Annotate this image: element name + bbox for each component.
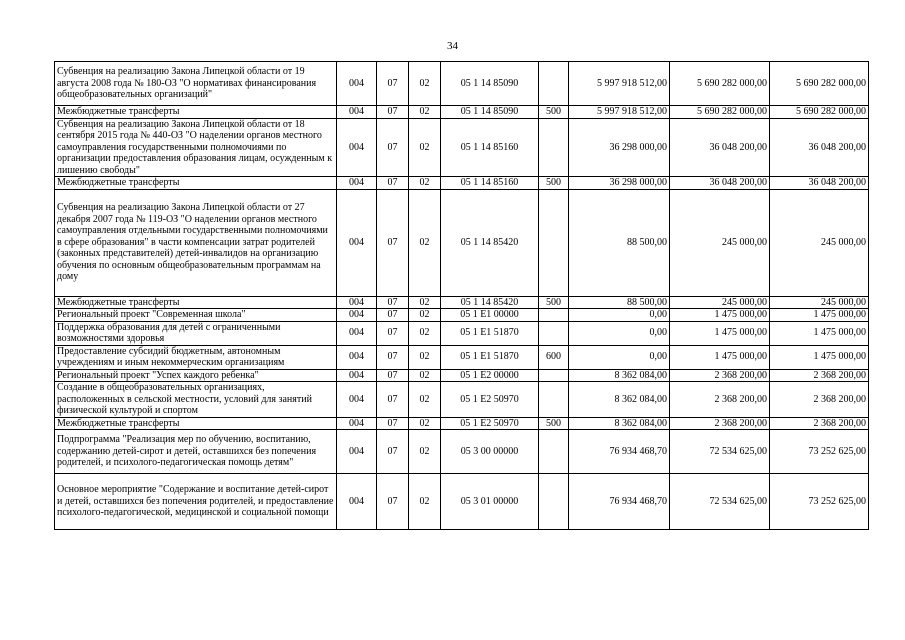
amount-year2-cell: 1 475 000,00	[670, 321, 770, 345]
amount-year2-cell: 245 000,00	[670, 189, 770, 296]
amount-year3-cell: 5 690 282 000,00	[770, 106, 869, 119]
row-name-cell: Поддержка образования для детей с ограниченными возможностями здоровья	[55, 321, 337, 345]
subsection-code-cell: 02	[409, 189, 441, 296]
table-row	[55, 296, 869, 309]
section-code-cell: 07	[377, 106, 409, 119]
target-article-cell: 05 1 14 85420	[441, 189, 539, 296]
section-code-cell: 07	[377, 309, 409, 322]
amount-year3-cell: 36 048 200,00	[770, 118, 869, 177]
amount-year2-cell: 2 368 200,00	[670, 417, 770, 430]
subsection-code-cell: 02	[409, 382, 441, 418]
target-article-cell: 05 3 00 00000	[441, 430, 539, 474]
expense-type-cell: 500	[539, 296, 569, 309]
amount-year1-cell: 5 997 918 512,00	[569, 62, 670, 106]
target-article-cell: 05 1 14 85160	[441, 177, 539, 190]
expense-type-cell: 500	[539, 177, 569, 190]
ved-code-cell: 004	[337, 369, 377, 382]
amount-year2-cell: 1 475 000,00	[670, 345, 770, 369]
ved-code-cell: 004	[337, 474, 377, 530]
ved-code-cell: 004	[337, 62, 377, 106]
row-name-cell: Межбюджетные трансферты	[55, 106, 337, 119]
amount-year3-cell: 245 000,00	[770, 296, 869, 309]
ved-code-cell: 004	[337, 177, 377, 190]
amount-year3-cell: 2 368 200,00	[770, 417, 869, 430]
expense-type-cell: 600	[539, 345, 569, 369]
table-row	[55, 118, 869, 177]
section-code-cell: 07	[377, 177, 409, 190]
row-name-cell: Межбюджетные трансферты	[55, 296, 337, 309]
amount-year1-cell: 76 934 468,70	[569, 430, 670, 474]
target-article-cell: 05 1 E2 00000	[441, 369, 539, 382]
target-article-cell: 05 1 14 85090	[441, 106, 539, 119]
row-name-cell: Субвенция на реализацию Закона Липецкой области от 18 сентября 2015 года № 440-ОЗ "О наделении органов местного самоуправления государственными полномочиями по организации предоставления образования лицам, осужденным к лишению свободы"	[55, 118, 337, 177]
expense-type-cell	[539, 118, 569, 177]
expense-type-cell: 500	[539, 417, 569, 430]
row-name-cell: Создание в общеобразовательных организациях, расположенных в сельской местности, условий для занятий физической культурой и спортом	[55, 382, 337, 418]
ved-code-cell: 004	[337, 189, 377, 296]
section-code-cell: 07	[377, 345, 409, 369]
amount-year3-cell: 1 475 000,00	[770, 321, 869, 345]
row-name-cell: Межбюджетные трансферты	[55, 417, 337, 430]
table-row	[55, 417, 869, 430]
row-name-cell: Региональный проект "Современная школа"	[55, 309, 337, 322]
amount-year1-cell: 88 500,00	[569, 296, 670, 309]
row-name-cell: Субвенция на реализацию Закона Липецкой области от 19 августа 2008 года № 180-ОЗ "О нормативах финансирования общеобразовательных организаций"	[55, 62, 337, 106]
amount-year3-cell: 1 475 000,00	[770, 309, 869, 322]
row-name-cell: Межбюджетные трансферты	[55, 177, 337, 190]
subsection-code-cell: 02	[409, 417, 441, 430]
amount-year3-cell: 36 048 200,00	[770, 177, 869, 190]
subsection-code-cell: 02	[409, 345, 441, 369]
amount-year1-cell: 88 500,00	[569, 189, 670, 296]
target-article-cell: 05 1 E1 00000	[441, 309, 539, 322]
subsection-code-cell: 02	[409, 369, 441, 382]
row-name-cell: Основное мероприятие "Содержание и воспитание детей-сирот и детей, оставшихся без попечения родителей, и предоставление психолого-педагогической, медицинской и социальной помощи	[55, 474, 337, 530]
expense-type-cell	[539, 189, 569, 296]
subsection-code-cell: 02	[409, 321, 441, 345]
subsection-code-cell: 02	[409, 430, 441, 474]
table-row	[55, 345, 869, 369]
table-row	[55, 62, 869, 106]
amount-year1-cell: 5 997 918 512,00	[569, 106, 670, 119]
row-name-cell: Региональный проект "Успех каждого ребенка"	[55, 369, 337, 382]
amount-year1-cell: 8 362 084,00	[569, 369, 670, 382]
ved-code-cell: 004	[337, 106, 377, 119]
ved-code-cell: 004	[337, 118, 377, 177]
table-body	[55, 62, 869, 530]
expense-type-cell	[539, 474, 569, 530]
expense-type-cell	[539, 321, 569, 345]
amount-year2-cell: 5 690 282 000,00	[670, 106, 770, 119]
table-row	[55, 106, 869, 119]
section-code-cell: 07	[377, 321, 409, 345]
target-article-cell: 05 1 14 85160	[441, 118, 539, 177]
amount-year3-cell: 1 475 000,00	[770, 345, 869, 369]
amount-year1-cell: 8 362 084,00	[569, 382, 670, 418]
row-name-cell: Субвенция на реализацию Закона Липецкой области от 27 декабря 2007 года № 119-ОЗ "О наделении органов местного самоуправления отдельными государственными полномочиями в сфере образования" в части компенсации затрат родителей (законных представителей) детей-инвалидов на организацию обучения по основным общеобразовательным программам на дому	[55, 189, 337, 296]
ved-code-cell: 004	[337, 430, 377, 474]
section-code-cell: 07	[377, 189, 409, 296]
amount-year3-cell: 73 252 625,00	[770, 430, 869, 474]
amount-year2-cell: 1 475 000,00	[670, 309, 770, 322]
section-code-cell: 07	[377, 118, 409, 177]
amount-year2-cell: 2 368 200,00	[670, 382, 770, 418]
amount-year1-cell: 36 298 000,00	[569, 118, 670, 177]
ved-code-cell: 004	[337, 309, 377, 322]
subsection-code-cell: 02	[409, 177, 441, 190]
amount-year3-cell: 2 368 200,00	[770, 369, 869, 382]
section-code-cell: 07	[377, 417, 409, 430]
ved-code-cell: 004	[337, 345, 377, 369]
amount-year2-cell: 2 368 200,00	[670, 369, 770, 382]
amount-year1-cell: 36 298 000,00	[569, 177, 670, 190]
row-name-cell: Предоставление субсидий бюджетным, автономным учреждениям и иным некоммерческим организациям	[55, 345, 337, 369]
amount-year2-cell: 245 000,00	[670, 296, 770, 309]
table-row	[55, 321, 869, 345]
amount-year1-cell: 8 362 084,00	[569, 417, 670, 430]
ved-code-cell: 004	[337, 321, 377, 345]
table-row	[55, 177, 869, 190]
section-code-cell: 07	[377, 474, 409, 530]
amount-year3-cell: 5 690 282 000,00	[770, 62, 869, 106]
expense-type-cell	[539, 62, 569, 106]
target-article-cell: 05 1 E1 51870	[441, 345, 539, 369]
table-row	[55, 189, 869, 296]
expense-type-cell	[539, 309, 569, 322]
target-article-cell: 05 1 14 85090	[441, 62, 539, 106]
target-article-cell: 05 1 E1 51870	[441, 321, 539, 345]
table-row	[55, 309, 869, 322]
amount-year2-cell: 5 690 282 000,00	[670, 62, 770, 106]
subsection-code-cell: 02	[409, 62, 441, 106]
amount-year1-cell: 0,00	[569, 309, 670, 322]
table-row	[55, 369, 869, 382]
subsection-code-cell: 02	[409, 118, 441, 177]
amount-year1-cell: 76 934 468,70	[569, 474, 670, 530]
amount-year3-cell: 73 252 625,00	[770, 474, 869, 530]
target-article-cell: 05 1 E2 50970	[441, 382, 539, 418]
amount-year2-cell: 72 534 625,00	[670, 430, 770, 474]
table-row	[55, 474, 869, 530]
amount-year2-cell: 72 534 625,00	[670, 474, 770, 530]
subsection-code-cell: 02	[409, 106, 441, 119]
subsection-code-cell: 02	[409, 296, 441, 309]
amount-year1-cell: 0,00	[569, 345, 670, 369]
amount-year1-cell: 0,00	[569, 321, 670, 345]
expense-type-cell	[539, 369, 569, 382]
section-code-cell: 07	[377, 382, 409, 418]
amount-year2-cell: 36 048 200,00	[670, 118, 770, 177]
target-article-cell: 05 3 01 00000	[441, 474, 539, 530]
section-code-cell: 07	[377, 369, 409, 382]
table-row	[55, 430, 869, 474]
ved-code-cell: 004	[337, 296, 377, 309]
subsection-code-cell: 02	[409, 309, 441, 322]
section-code-cell: 07	[377, 430, 409, 474]
amount-year2-cell: 36 048 200,00	[670, 177, 770, 190]
ved-code-cell: 004	[337, 417, 377, 430]
expense-type-cell: 500	[539, 106, 569, 119]
target-article-cell: 05 1 14 85420	[441, 296, 539, 309]
section-code-cell: 07	[377, 62, 409, 106]
amount-year3-cell: 2 368 200,00	[770, 382, 869, 418]
row-name-cell: Подпрограмма "Реализация мер по обучению, воспитанию, содержанию детей-сирот и детей, оставшихся без попечения родителей, и психолого-педагогическая помощь детям"	[55, 430, 337, 474]
expense-type-cell	[539, 382, 569, 418]
budget-table	[54, 61, 869, 530]
table-row	[55, 382, 869, 418]
page-number: 34	[447, 40, 458, 52]
section-code-cell: 07	[377, 296, 409, 309]
expense-type-cell	[539, 430, 569, 474]
subsection-code-cell: 02	[409, 474, 441, 530]
ved-code-cell: 004	[337, 382, 377, 418]
target-article-cell: 05 1 E2 50970	[441, 417, 539, 430]
amount-year3-cell: 245 000,00	[770, 189, 869, 296]
